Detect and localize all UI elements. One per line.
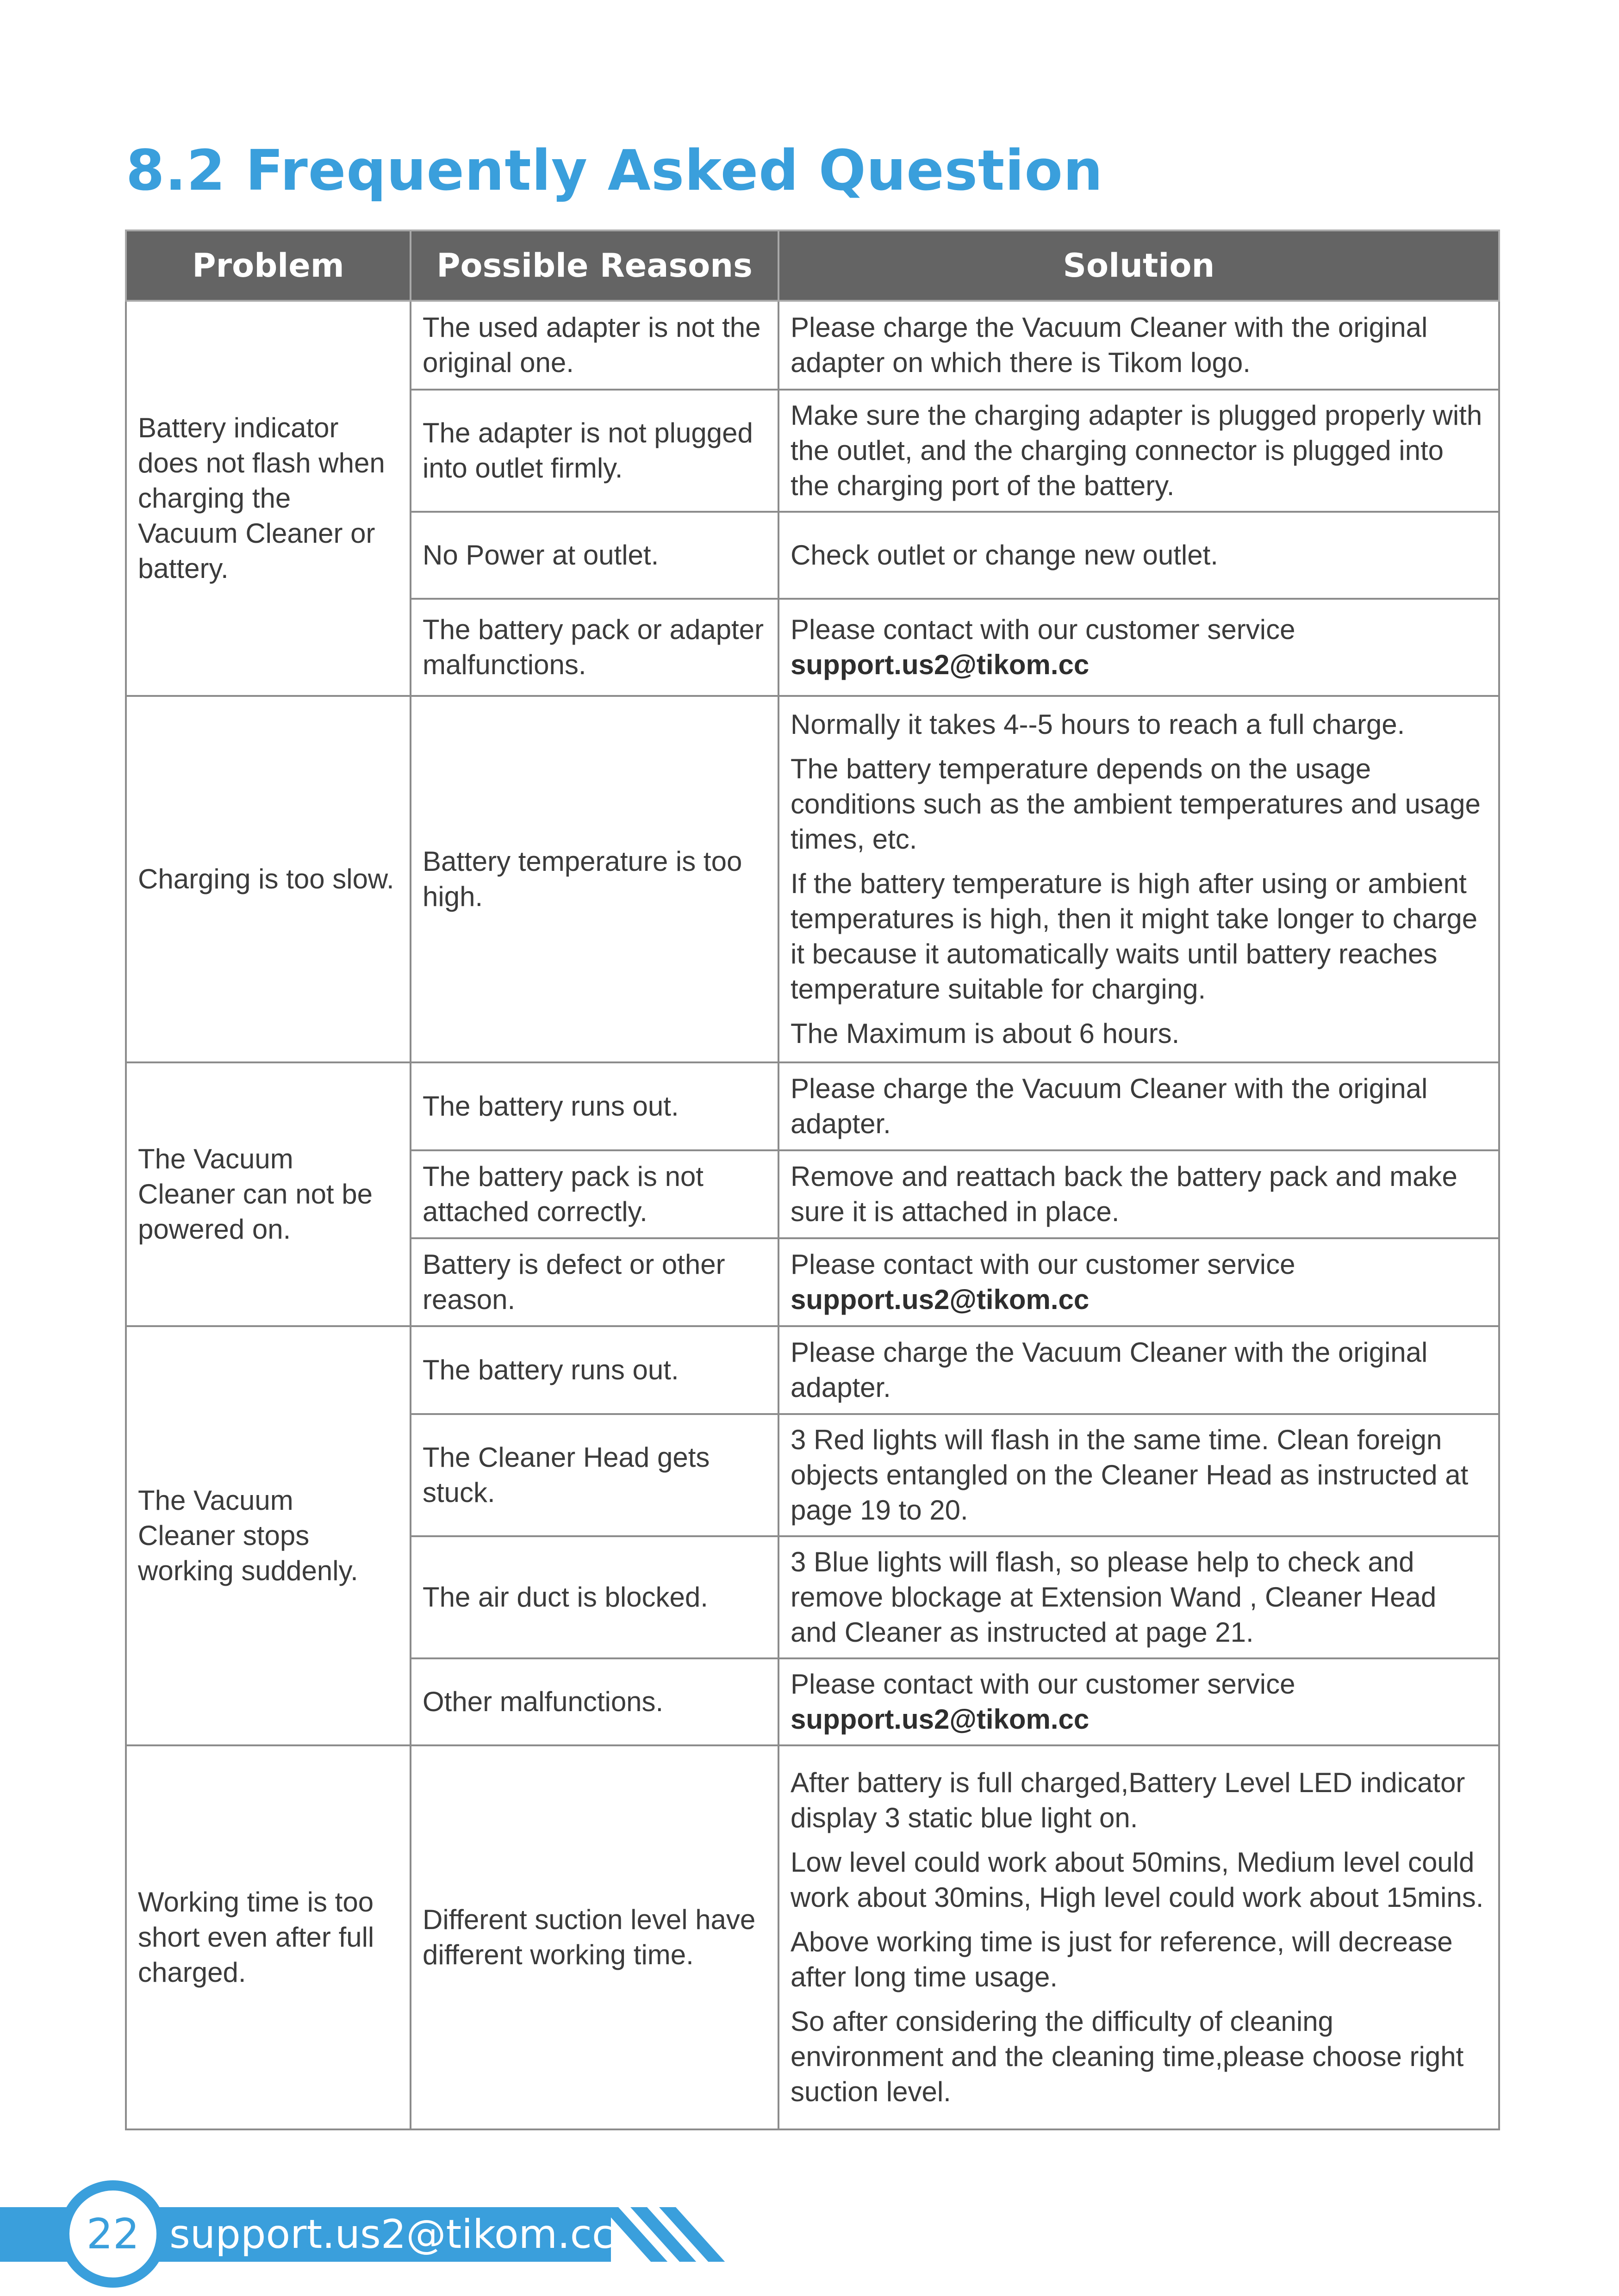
reason-cell: The used adapter is not the original one.	[411, 301, 778, 390]
support-email: support.us2@tikom.cc	[791, 1704, 1090, 1735]
solution-text: Remove and reattach back the battery pack and make sure it is attached in place.	[791, 1161, 1457, 1227]
header-problem: Problem	[126, 230, 411, 301]
solution-text: Please charge the Vacuum Cleaner with the original adapter.	[791, 1337, 1428, 1403]
solution-text: 3 Blue lights will flash, so please help to check and remove blockage at Extension Wand , Cleaner Head and Cleaner as instructed at page 21.	[791, 1546, 1437, 1648]
problem-cell: Battery indicator does not flash when charging the Vacuum Cleaner or battery.	[126, 301, 411, 696]
table-header-row	[126, 230, 1499, 301]
solution-text: Please contact with our customer service	[791, 614, 1295, 645]
solution-text: Please charge the Vacuum Cleaner with the original adapter.	[791, 1073, 1428, 1139]
solution-text: 3 Red lights will flash in the same time. Clean foreign objects entangled on the Cleaner Head as instructed at page 19 to 20.	[791, 1424, 1469, 1526]
reason-cell: Different suction level have different working time.	[411, 1745, 778, 2129]
support-email: support.us2@tikom.cc	[791, 649, 1090, 680]
solution-cell	[778, 1536, 1499, 1658]
reason-cell: The adapter is not plugged into outlet firmly.	[411, 390, 778, 512]
solution-text: Above working time is just for reference, will decrease after long time usage.	[791, 1926, 1453, 1992]
solution-text: Please contact with our customer service	[791, 1669, 1295, 1700]
solution-cell	[778, 599, 1499, 696]
reason-cell: The battery pack is not attached correctly.	[411, 1150, 778, 1238]
problem-cell: Working time is too short even after full charged.	[126, 1745, 411, 2129]
solution-cell	[778, 512, 1499, 599]
reason-cell: The air duct is blocked.	[411, 1536, 778, 1658]
table-row	[126, 1745, 1499, 2129]
solution-cell	[778, 1745, 1499, 2129]
solution-text: Make sure the charging adapter is plugged properly with the outlet, and the charging connector is plugged into the charging port of the battery.	[791, 400, 1482, 501]
page-number: 22	[86, 2209, 140, 2259]
faq-table	[125, 230, 1500, 2130]
solution-cell	[778, 390, 1499, 512]
solution-cell	[778, 1062, 1499, 1150]
header-solution: Solution	[778, 230, 1499, 301]
page-number-badge	[59, 2180, 167, 2288]
reason-cell: The battery pack or adapter malfunctions.	[411, 599, 778, 696]
solution-text: Please charge the Vacuum Cleaner with the original adapter on which there is Tikom logo.	[791, 312, 1428, 378]
solution-text: The Maximum is about 6 hours.	[791, 1018, 1180, 1049]
solution-cell	[778, 1150, 1499, 1238]
header-possible-reasons: Possible Reasons	[411, 230, 778, 301]
reason-cell: Other malfunctions.	[411, 1658, 778, 1745]
problem-cell: The Vacuum Cleaner can not be powered on.	[126, 1062, 411, 1326]
solution-text: Please contact with our customer service	[791, 1249, 1295, 1280]
solution-text: Normally it takes 4--5 hours to reach a full charge.	[791, 709, 1405, 740]
solution-cell	[778, 696, 1499, 1062]
table-row	[126, 696, 1499, 1062]
solution-text: Check outlet or change new outlet.	[791, 540, 1218, 571]
solution-text: So after considering the difficulty of cleaning environment and the cleaning time,please choose right suction level.	[791, 2006, 1464, 2107]
table-row	[126, 1062, 1499, 1150]
reason-cell: The battery runs out.	[411, 1326, 778, 1414]
problem-cell: The Vacuum Cleaner stops working suddenly.	[126, 1326, 411, 1745]
solution-text: After battery is full charged,Battery Level LED indicator display 3 static blue light on.	[791, 1767, 1465, 1833]
support-email: support.us2@tikom.cc	[791, 1284, 1090, 1315]
solution-cell	[778, 1326, 1499, 1414]
solution-cell	[778, 1658, 1499, 1745]
table-row	[126, 301, 1499, 390]
reason-cell: The Cleaner Head gets stuck.	[411, 1414, 778, 1536]
reason-cell: The battery runs out.	[411, 1062, 778, 1150]
reason-cell: Battery is defect or other reason.	[411, 1238, 778, 1326]
solution-text: The battery temperature depends on the usage conditions such as the ambient temperatures and usage times, etc.	[791, 753, 1481, 855]
footer-email[interactable]: support.us2@tikom.cc	[169, 2211, 614, 2258]
solution-cell	[778, 301, 1499, 390]
solution-cell	[778, 1238, 1499, 1326]
reason-cell: Battery temperature is too high.	[411, 696, 778, 1062]
solution-text: Low level could work about 50mins, Medium level could work about 30mins, High level could work about 15mins.	[791, 1847, 1484, 1913]
solution-cell	[778, 1414, 1499, 1536]
solution-text: If the battery temperature is high after using or ambient temperatures is high, then it might take longer to charge it because it automatically waits until battery reaches temperature suitable for charging.	[791, 868, 1478, 1005]
page-title: 8.2 Frequently Asked Question	[126, 139, 1103, 203]
reason-cell: No Power at outlet.	[411, 512, 778, 599]
table-row	[126, 1326, 1499, 1414]
problem-cell: Charging is too slow.	[126, 696, 411, 1062]
